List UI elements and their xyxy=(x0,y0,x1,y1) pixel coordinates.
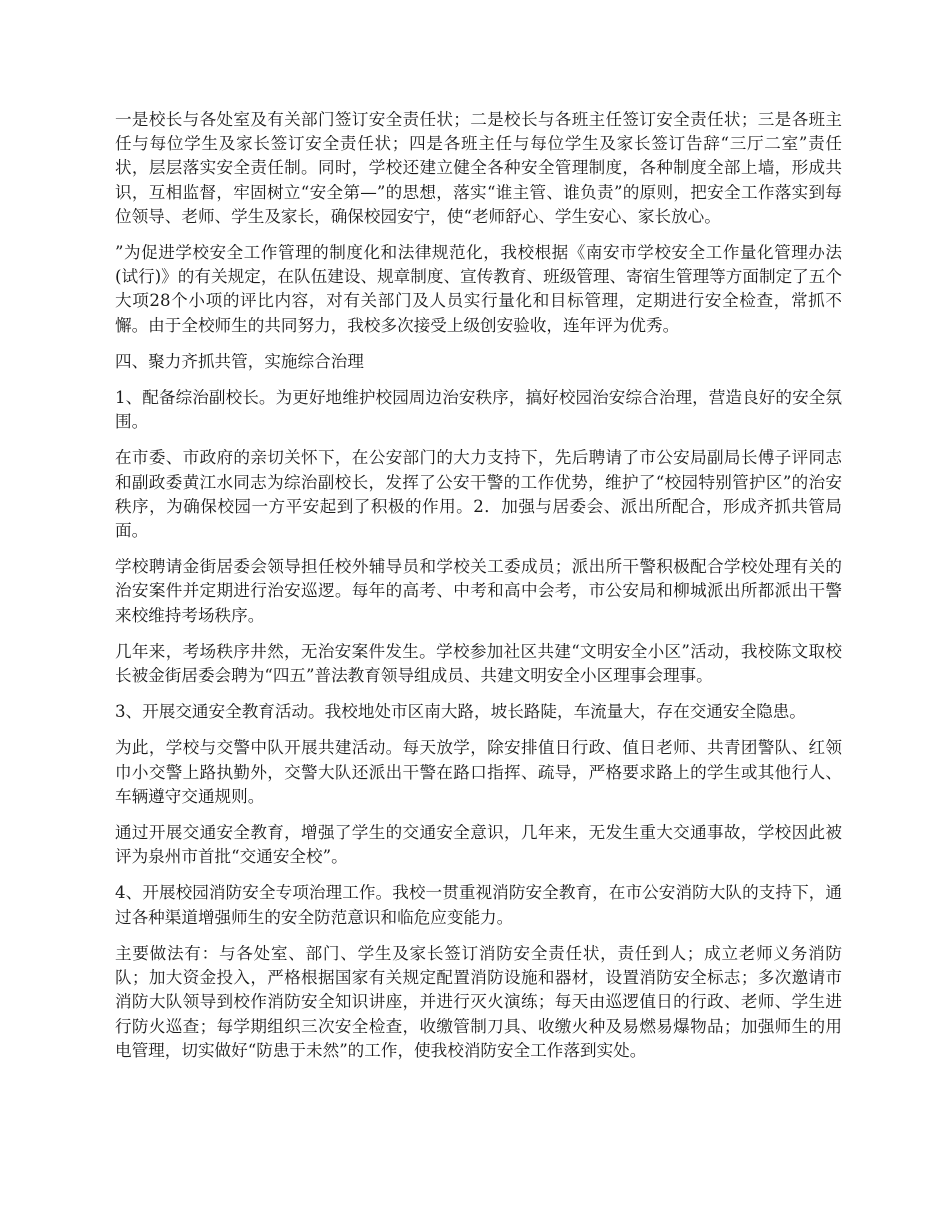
paragraph-vice-principal: 1、配备综治副校长。为更好地维护校园周边治安秩序，搞好校园治安综合治理，营造良好的安全氛围。 xyxy=(115,388,842,432)
paragraph-traffic-patrol: 为此，学校与交警中队开展共建活动。每天放学，除安排值日行政、值日老师、共青团警队、红领巾小交警上路执勤外，交警大队还派出干警在路口指挥、疏导，严格要求路上的学生或其他行人、车辆遵守交通规则。 xyxy=(115,738,842,806)
paragraph-committee-cooperation: 学校聘请金街居委会领导担任校外辅导员和学校关工委成员；派出所干警积极配合学校处理有关的治安案件并定期进行治安巡逻。每年的高考、中考和高中会考，市公安局和柳城派出所都派出干警来校维持考场秩序。 xyxy=(115,557,842,625)
paragraph-regulations: ”为促进学校安全工作管理的制度化和法律规范化，我校根据《南安市学校安全工作量化管理办法(试行)》的有关规定，在队伍建设、规章制度、宣传教育、班级管理、寄宿生管理等方面制定了五个大项28个小项的评比内容，对有关部门及人员实行量化和目标管理，定期进行安全检查，常抓不懈。由于全校师生的共同努力，我校多次接受上级创安验收，连年评为优秀。 xyxy=(115,243,842,335)
paragraph-fire-measures: 主要做法有：与各处室、部门、学生及家长签订消防安全责任状，责任到人；成立老师义务消防队；加大资金投入，严格根据国家有关规定配置消防设施和器材，设置消防安全标志；多次邀请市消防大队领导到校作消防安全知识讲座，并进行灭火演练；每天由巡逻值日的行政、老师、学生进行防火巡查；每学期组织三次安全检查，收缴管制刀具、收缴火种及易燃易爆物品；加强师生的用电管理，切实做好“防患于未然”的工作，使我校消防安全工作落到实处。 xyxy=(115,943,842,1060)
paragraph-traffic-education: 3、开展交通安全教育活动。我校地处市区南大路，坡长路陡，车流量大，存在交通安全隐患。 xyxy=(115,702,806,722)
section-heading-comprehensive-governance: 四、聚力齐抓共管，实施综合治理 xyxy=(115,351,364,371)
paragraph-fire-safety: 4、开展校园消防安全专项治理工作。我校一贯重视消防安全教育，在市公安消防大队的支持下，通过各种渠道增强师生的安全防范意识和临危应变能力。 xyxy=(115,883,842,927)
paragraph-exam-order: 几年来，考场秩序井然，无治安案件发生。学校参加社区共建“文明安全小区”活动，我校陈文取校长被金街居委会聘为“四五”普法教育领导组成员、共建文明安全小区理事会理事。 xyxy=(115,641,842,686)
paragraph-traffic-result: 通过开展交通安全教育，增强了学生的交通安全意识，几年来，无发生重大交通事故，学校因此被评为泉州市首批“交通安全校”。 xyxy=(115,823,842,867)
paragraph-responsibility: 一是校长与各处室及有关部门签订安全责任状；二是校长与各班主任签订安全责任状；三是各班主任与每位学生及家长签订安全责任状；四是各班主任与每位学生及家长签订告辞“三厅二室”责任状，层层落实安全责任制。同时，学校还建立健全各种安全管理制度，各种制度全部上墙，形成共识，互相监督，牢固树立“安全第—”的思想，落实“谁主管、谁负责”的原则，把安全工作落实到每位领导、老师、学生及家长，确保校园安宁，使“老师舒心、学生安心、家长放心。 xyxy=(115,110,842,226)
paragraph-police-support: 在市委、市政府的亲切关怀下，在公安部门的大力支持下，先后聘请了市公安局副局长傅子评同志和副政委黄江水同志为综治副校长，发挥了公安干警的工作优势，维护了“校园特别管护区”的治安秩序，为确保校园一方平安起到了积极的作用。2．加强与居委会、派出所配合，形成齐抓共管局面。 xyxy=(115,448,842,541)
document-body xyxy=(115,108,842,1075)
